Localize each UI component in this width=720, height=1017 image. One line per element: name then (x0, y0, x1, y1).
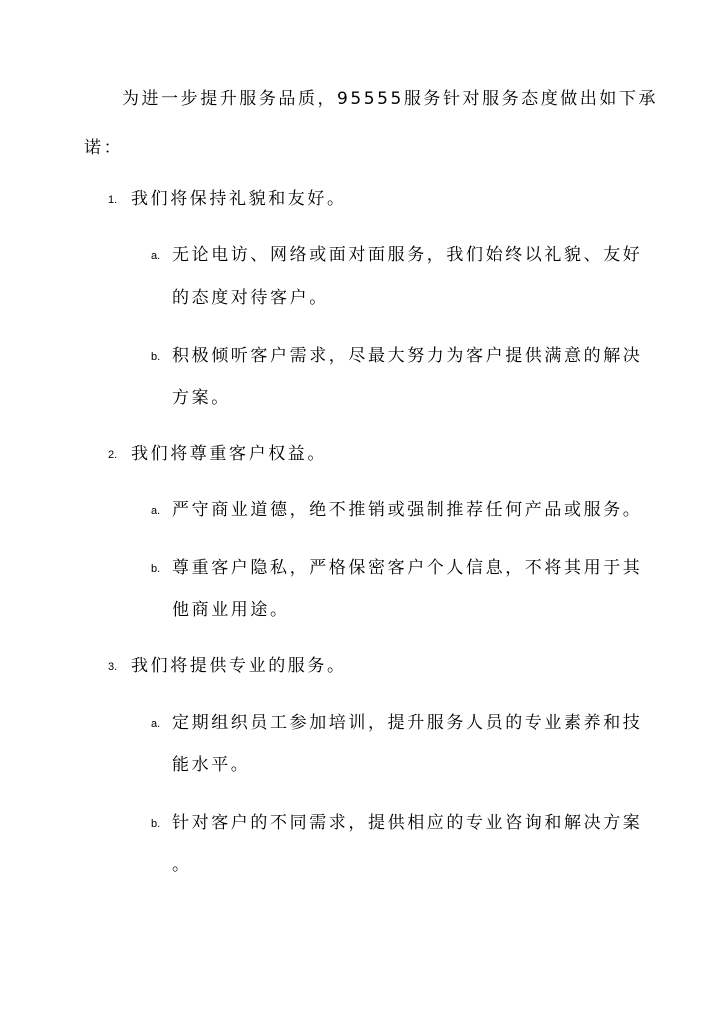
item-text-3a-line-2: 能水平。 (172, 755, 251, 775)
section-title-3: 我们将提供专业的服务。 (131, 656, 347, 676)
item-text-2a-line-1: 严守商业道德，绝不推销或强制推荐任何产品或服务。 (172, 500, 643, 520)
section-title-1: 我们将保持礼貌和友好。 (131, 189, 347, 209)
item-text-3b-line-2: 。 (172, 855, 192, 875)
intro-paragraph-line-2: 诺： (84, 138, 124, 158)
item-text-3b-line-1: 针对客户的不同需求，提供相应的专业咨询和解决方案 (172, 813, 643, 833)
item-letter-2b: b. (151, 563, 161, 575)
item-text-2b-line-2: 他商业用途。 (172, 600, 290, 620)
section-number-3: 3. (108, 661, 118, 673)
item-letter-2a: a. (151, 505, 161, 517)
item-text-1b-line-2: 方案。 (172, 388, 231, 408)
item-letter-1a: a. (151, 250, 161, 262)
item-text-1a-line-2: 的态度对待客户。 (172, 288, 329, 308)
item-letter-3a: a. (151, 718, 161, 730)
section-title-2: 我们将尊重客户权益。 (131, 444, 327, 464)
item-text-1a-line-1: 无论电访、网络或面对面服务，我们始终以礼貌、友好 (172, 245, 643, 265)
intro-paragraph-line-1: 为进一步提升服务品质，95555服务针对服务态度做出如下承 (122, 89, 659, 109)
item-text-2b-line-1: 尊重客户隐私，严格保密客户个人信息，不将其用于其 (172, 558, 643, 578)
item-text-1b-line-1: 积极倾听客户需求，尽最大努力为客户提供满意的解决 (172, 346, 643, 366)
section-number-1: 1. (108, 194, 118, 206)
item-letter-3b: b. (151, 818, 161, 830)
section-number-2: 2. (108, 449, 118, 461)
item-text-3a-line-1: 定期组织员工参加培训，提升服务人员的专业素养和技 (172, 713, 643, 733)
item-letter-1b: b. (151, 351, 161, 363)
